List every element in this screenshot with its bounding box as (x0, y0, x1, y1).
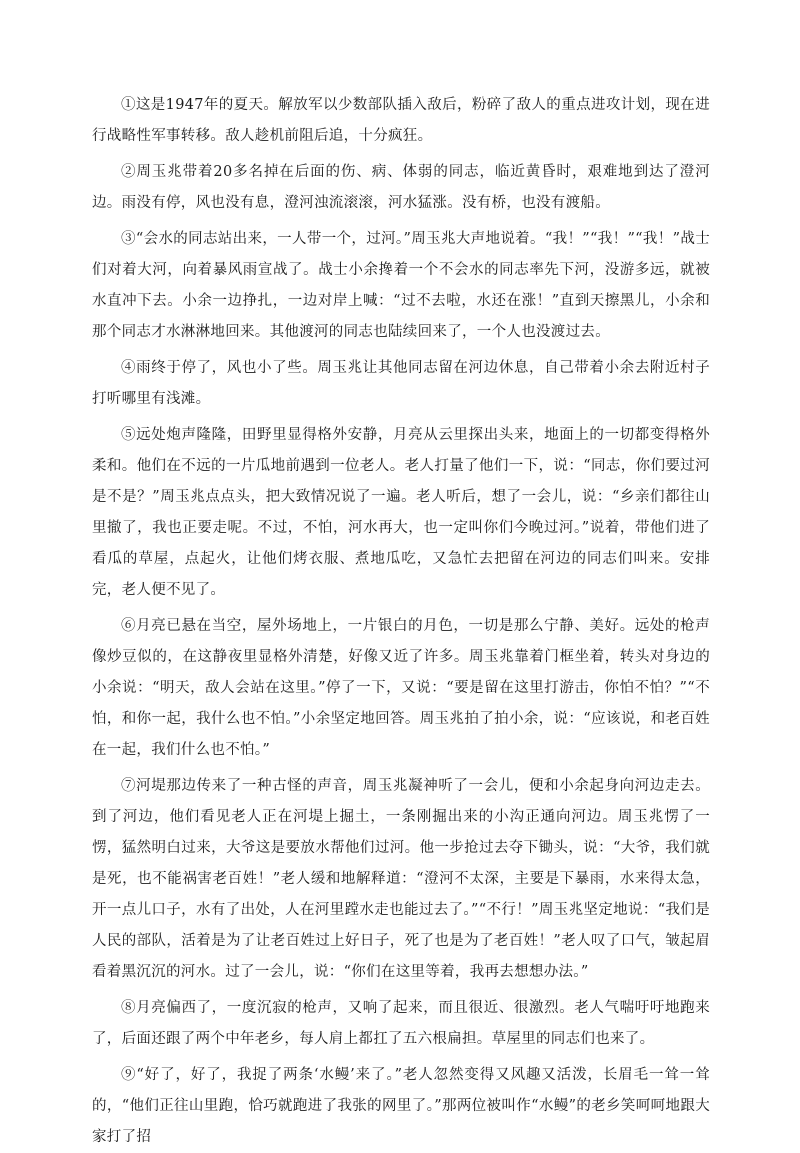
paragraph-7: ⑦河堤那边传来了一种古怪的声音，周玉兆凝神听了一会儿，便和小余起身向河边走去。到了河边，他们看见老人正在河堤上掘土，一条刚掘出来的小沟正通向河边。周玉兆愣了一愣，猛然明白过来，大爷这是要放水帮他们过河。他一步抢过去夺下锄头，说：“大爷，我们就是死，也不能祸害老百姓！”老人缓和地解释道：“澄河不太深，主要是下暴雨，水来得太急，开一点儿口子，水有了出处，人在河里蹚水走也能过去了。”“不行！”周玉兆坚定地说：“我们是人民的部队，活着是为了让老百姓过上好日子，死了也是为了老百姓！”老人叹了口气，皱起眉看着黑沉沉的河水。过了一会儿，说：“你们在这里等着，我再去想想办法。” (92, 778, 710, 980)
paragraph-6: ⑥月亮已悬在当空，屋外场地上，一片银白的月色，一切是那么宁静、美好。远处的枪声像炒豆似的，在这静夜里显格外清楚，好像又近了许多。周玉兆靠着门框坐着，转头对身边的小余说：“明天，敌人会站在这里。”停了一下，又说：“要是留在这里打游击，你怕不怕？”“不怕，和你一起，我什么也不怕。”小余坚定地回答。周玉兆拍了拍小余，说：“应该说，和老百姓在一起，我们什么也不怕。” (92, 618, 710, 758)
paragraph-1: ①这是1947年的夏天。解放军以少数部队插入敌后，粉碎了敌人的重点进攻计划，现在进行战略性军事转移。敌人趁机前阻后追，十分疯狂。 (92, 97, 710, 144)
paragraph-4: ④雨终于停了，风也小了些。周玉兆让其他同志留在河边休息，自己带着小余去附近村子打听哪里有浅滩。 (92, 360, 710, 407)
paragraph-2: ②周玉兆带着20多名掉在后面的伤、病、体弱的同志，临近黄昏时，艰难地到达了澄河边。雨没有停，风也没有息，澄河浊流滚滚，河水猛涨。没有桥，也没有渡船。 (92, 164, 710, 211)
paragraph-9: ⑨“好了，好了，我捉了两条‘水鳗’来了。”老人忽然变得又风趣又活泼，长眉毛一耸一耸的，“他们正往山里跑，恰巧就跑进了我张的网里了。”那两位被叫作“水鳗”的老乡笑呵呵地跟大家打了招 (92, 1067, 710, 1145)
paragraph-8: ⑧月亮偏西了，一度沉寂的枪声，又响了起来，而且很近、很激烈。老人气喘吁吁地跑来了，后面还跟了两个中年老乡，每人肩上都扛了五六根扁担。草屋里的同志们也来了。 (92, 1000, 710, 1047)
paragraph-3: ③“会水的同志站出来，一人带一个，过河。”周玉兆大声地说着。“我！”“我！”“我！”战士们对着大河，向着暴风雨宣战了。战士小余搀着一个不会水的同志率先下河，没游多远，就被水直冲下去。小余一边挣扎，一边对岸上喊：“过不去啦，水还在涨！”直到天擦黑儿，小余和那个同志才水淋淋地回来。其他渡河的同志也陆续回来了，一个人也没渡过去。 (92, 231, 710, 340)
paragraph-5: ⑤远处炮声隆隆，田野里显得格外安静，月亮从云里探出头来，地面上的一切都变得格外柔和。他们在不远的一片瓜地前遇到一位老人。老人打量了他们一下，说：“同志，你们要过河是不是？”周玉兆点点头，把大致情况说了一遍。老人听后，想了一会儿，说：“乡亲们都往山里撤了，我也正要走呢。不过，不怕，河水再大，也一定叫你们今晚过河。”说着，带他们进了看瓜的草屋，点起火，让他们烤衣服、煮地瓜吃，又急忙去把留在河边的同志们叫来。安排完，老人便不见了。 (92, 427, 710, 598)
